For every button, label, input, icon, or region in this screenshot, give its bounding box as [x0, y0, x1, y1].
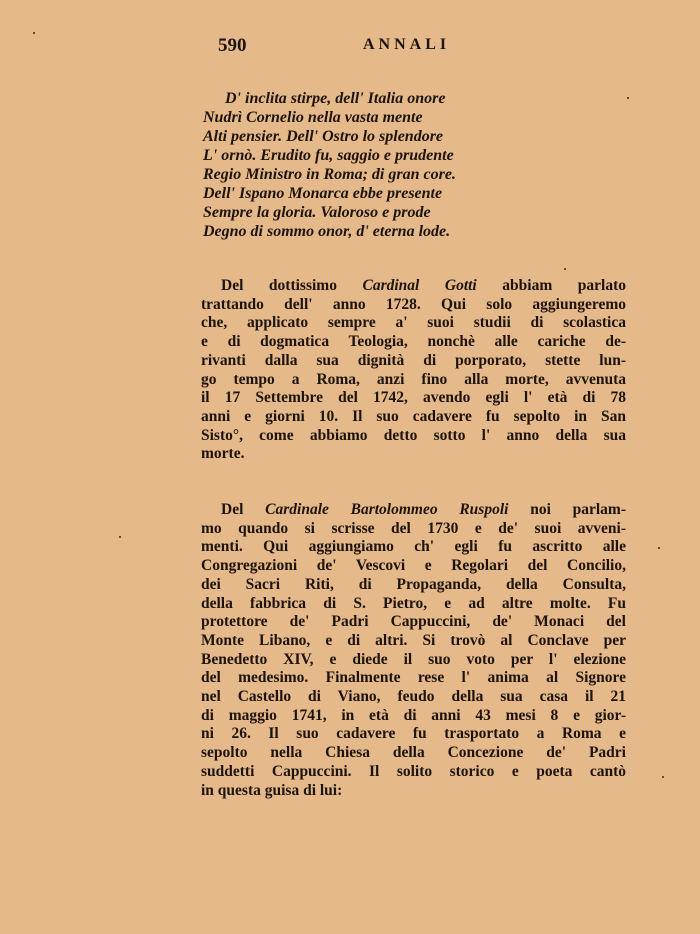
paragraph-cardinal-gotti: [201, 277, 626, 464]
paragraph-line: sepolto nella Chiesa della Concezione de' Padri: [201, 744, 626, 762]
paragraph-line: mo quando si scrisse del 1730 e de' suoi avveni-: [201, 519, 626, 537]
poem-line: Alti pensier. Dell' Ostro lo splendore: [203, 128, 444, 145]
poem-line: L' ornò. Erudito fu, saggio e prudente: [203, 147, 454, 164]
poem-line: Nudrì Cornelio nella vasta mente: [203, 109, 423, 126]
scan-speck: [564, 268, 566, 270]
scan-speck: [119, 536, 121, 538]
paragraph-line: che, applicato sempre a' suoi studii di scolastica: [201, 314, 626, 332]
text-run: abbiam parlato: [476, 277, 626, 294]
paragraph-line: il 17 Settembre del 1742, avendo egli l' età di 78: [201, 389, 626, 407]
paragraph-line: della fabbrica di S. Pietro, e ad altre molte. Fu: [201, 594, 626, 612]
scan-speck: [658, 547, 660, 549]
paragraph-line: rivanti dalla sua dignità di porporato, stette lun-: [201, 351, 626, 369]
paragraph-line: ni 26. Il suo cadavere fu trasportato a Roma e: [201, 725, 626, 743]
paragraph-line: [201, 277, 626, 296]
paragraph-line: dei Sacri Riti, di Propaganda, della Consulta,: [201, 575, 626, 593]
paragraph-line: go tempo a Roma, anzi fino alla morte, avvenuta: [201, 370, 626, 388]
paragraph-line: in questa guisa di lui:: [201, 781, 343, 799]
paragraph-line: e di dogmatica Teologia, nonchè alle cariche de-: [201, 333, 626, 351]
poem-line: Sempre la gloria. Valoroso e prode: [203, 204, 431, 221]
paragraph-line: trattando dell' anno 1728. Qui solo aggiungeremo: [201, 295, 626, 313]
text-run: Del dottissimo: [221, 277, 363, 294]
text-run: noi parlam-: [508, 501, 627, 518]
paragraph-line: morte.: [201, 445, 245, 463]
paragraph-line: nel Castello di Viano, feudo della sua casa il 21: [201, 688, 626, 706]
scan-speck: [33, 32, 35, 34]
paragraph-line: Benedetto XIV, e diede il suo voto per l' elezione: [201, 650, 626, 668]
poem-line: Degno di sommo onor, d' eterna lode.: [203, 223, 451, 240]
paragraph-line: Sisto°, come abbiamo detto sotto l' anno della sua: [201, 426, 626, 444]
poem-line: Regio Ministro in Roma; di gran core.: [203, 166, 456, 183]
poem-line: D' inclita stirpe, dell' Italia onore: [225, 90, 446, 107]
paragraph-line: del medesimo. Finalmente rese l' anima al Signore: [201, 669, 626, 687]
paragraph-line: Congregazioni de' Vescovi e Regolari del Concilio,: [201, 557, 626, 575]
paragraph-line: suddetti Cappuccini. Il solito storico e poeta cantò: [201, 762, 626, 780]
paragraph-line: anni e giorni 10. Il suo cadavere fu sepolto in San: [201, 407, 626, 425]
page-header: [218, 35, 618, 59]
paragraph-line: protettore de' Padri Cappuccini, de' Monaci del: [201, 613, 626, 631]
paragraph-line: menti. Qui aggiungiamo ch' egli fu ascritto alle: [201, 538, 626, 556]
paragraph-line: [201, 501, 626, 520]
paragraph-cardinal-ruspoli: [201, 501, 626, 800]
paragraph-line: Monte Libano, e di altri. Si trovò al Conclave per: [201, 631, 626, 649]
cardinal-name: Cardinale Bartolommeo Ruspoli: [265, 501, 509, 518]
text-run: Del: [221, 501, 266, 518]
scan-speck: [627, 97, 629, 99]
poem-line: Dell' Ispano Monarca ebbe presente: [203, 185, 443, 202]
running-title: ANNALI: [363, 36, 451, 53]
scan-speck: [662, 776, 664, 778]
page-number: 590: [218, 35, 247, 56]
paragraph-line: di maggio 1741, in età di anni 43 mesi 8 e gior-: [201, 706, 626, 724]
cardinal-name: Cardinal Gotti: [362, 277, 477, 294]
poem: [203, 89, 603, 241]
